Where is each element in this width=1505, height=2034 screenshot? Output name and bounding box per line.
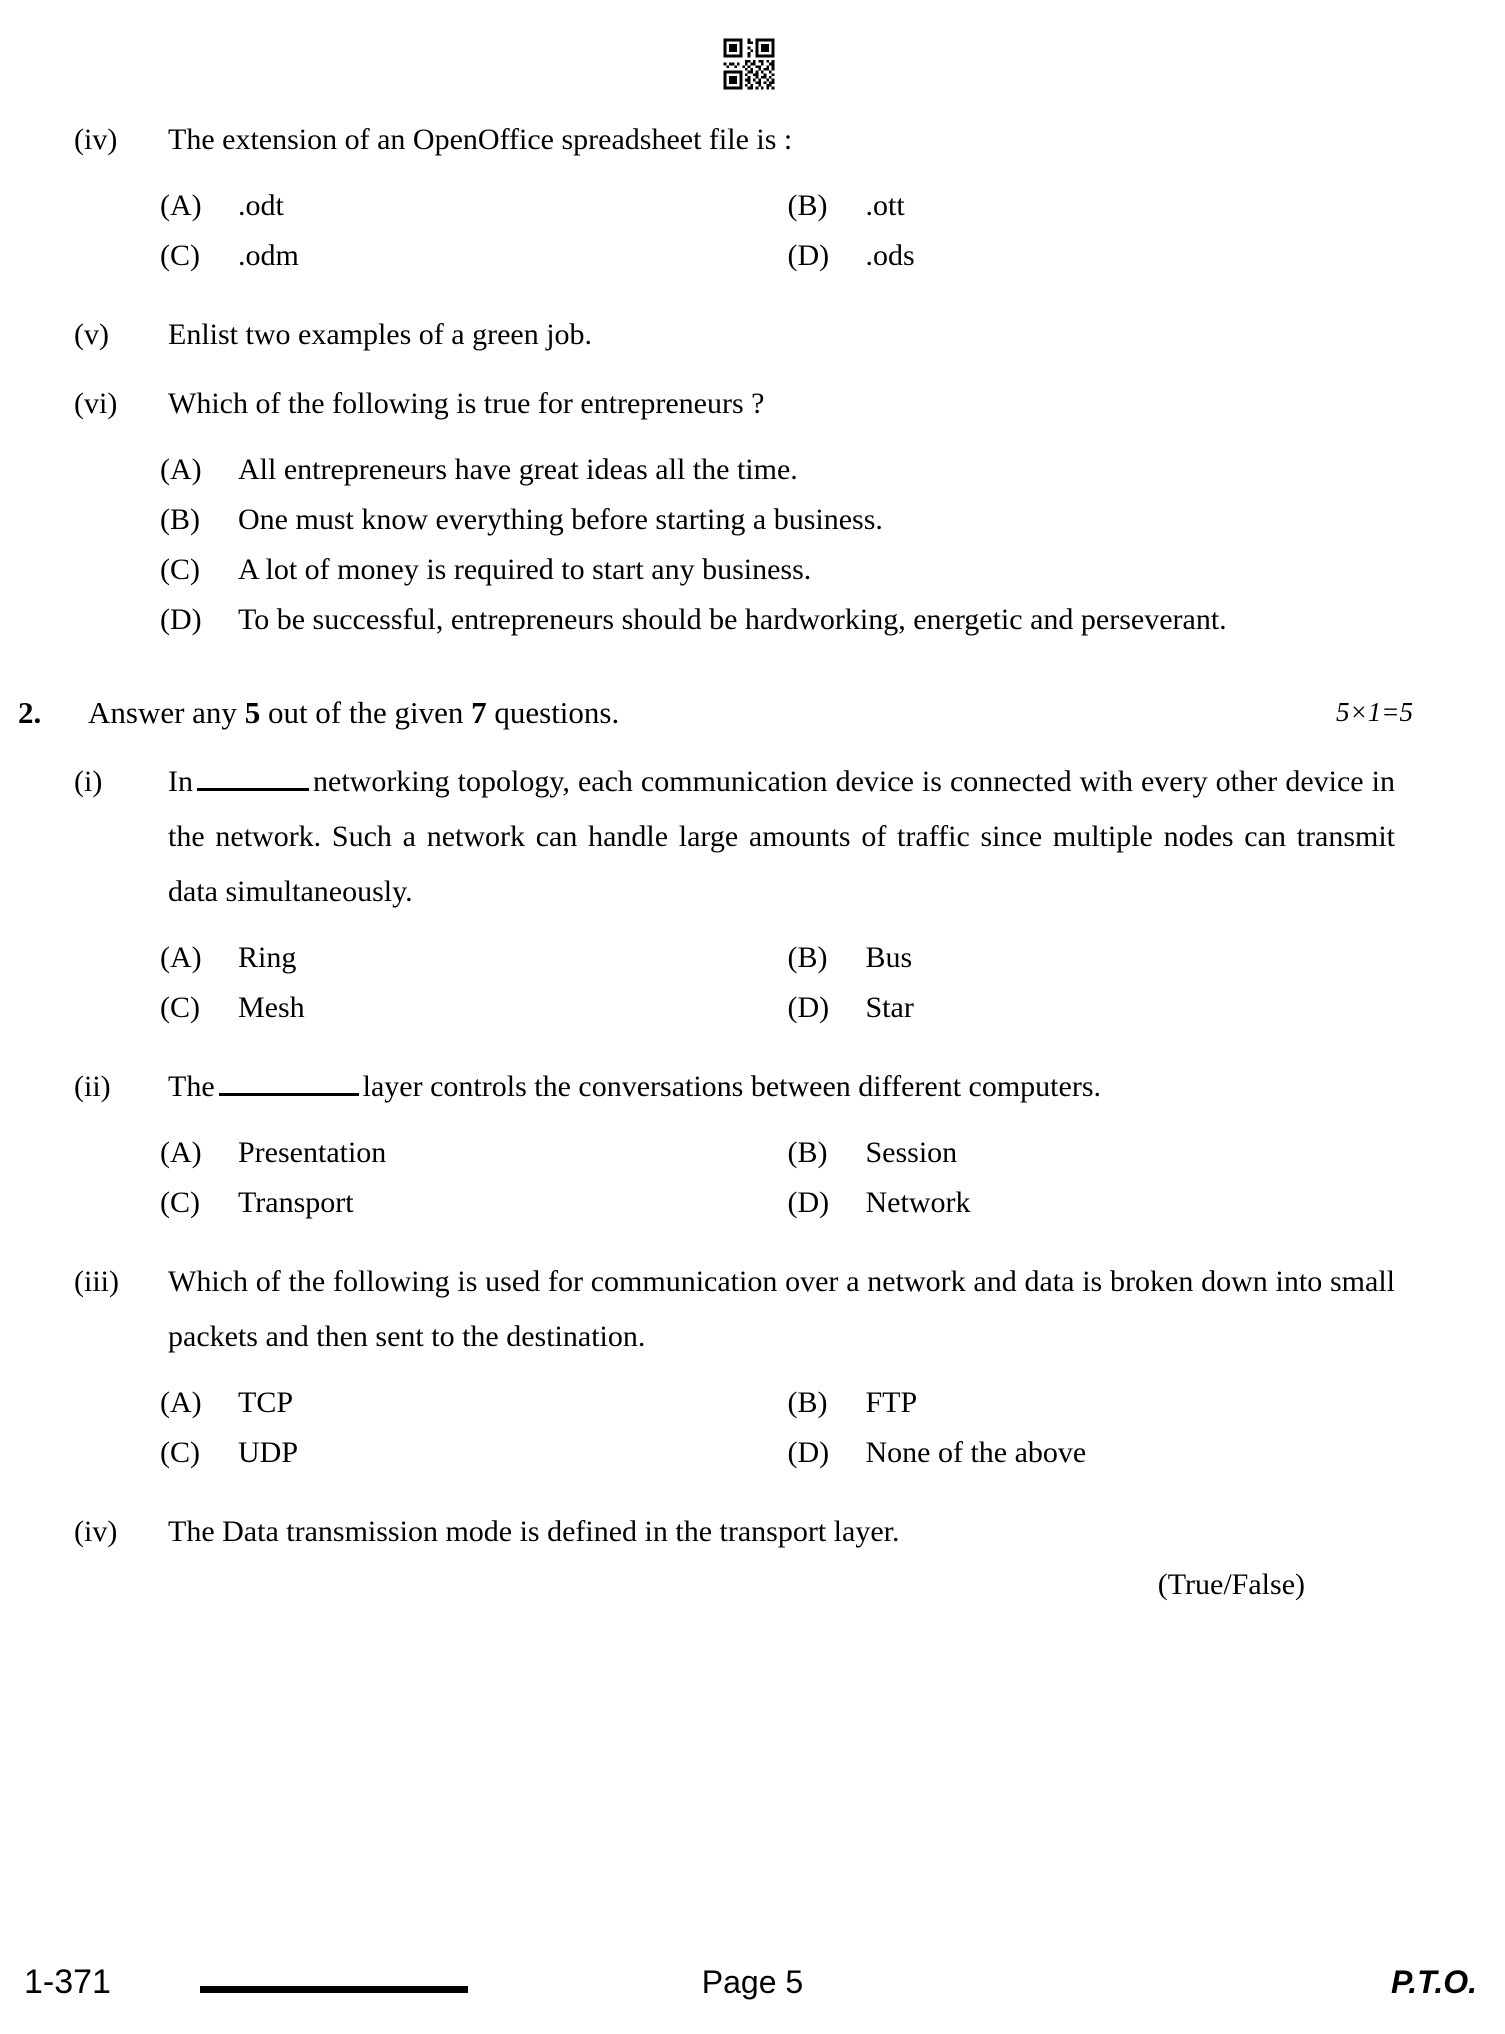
option-text: Star bbox=[865, 991, 914, 1024]
option-label: (A) bbox=[160, 1386, 202, 1419]
instruction-prefix: Answer any bbox=[88, 695, 245, 730]
option-text: .ods bbox=[865, 239, 915, 272]
section-number: 2. bbox=[18, 695, 42, 730]
qr-code-icon bbox=[706, 36, 792, 92]
option-row bbox=[160, 1378, 1415, 1428]
option-text: Mesh bbox=[238, 991, 305, 1024]
question-text-after-blank: networking topology, each communication device is connected with every other device in the network. Such a network can handle large amounts of traffic since multiple nodes can transmit data simultaneously. bbox=[168, 765, 1395, 908]
option-label: (B) bbox=[787, 1386, 828, 1419]
option-label: (B) bbox=[787, 189, 828, 222]
option-label: (C) bbox=[160, 991, 200, 1024]
option-b[interactable] bbox=[788, 181, 1416, 231]
option-label: (B) bbox=[787, 941, 828, 974]
option-d[interactable] bbox=[788, 231, 1416, 281]
option-text: A lot of money is required to start any business. bbox=[238, 553, 812, 586]
option-text: To be successful, entrepreneurs should be hardworking, energetic and perseverant. bbox=[238, 603, 1227, 636]
section-instruction bbox=[88, 685, 1316, 740]
option-text: Bus bbox=[865, 941, 913, 974]
option-label: (A) bbox=[160, 189, 202, 222]
option-text: TCP bbox=[238, 1386, 294, 1419]
option-d[interactable] bbox=[788, 1428, 1416, 1478]
option-row bbox=[160, 231, 1415, 281]
question-item bbox=[70, 112, 1395, 167]
option-b[interactable] bbox=[788, 1128, 1416, 1178]
option-text: FTP bbox=[865, 1386, 918, 1419]
question-numeral: (iv) bbox=[74, 123, 118, 156]
option-text: .odm bbox=[238, 239, 299, 272]
option-label: (D) bbox=[787, 1436, 830, 1469]
option-b[interactable] bbox=[788, 1378, 1416, 1428]
option-row bbox=[160, 181, 1415, 231]
option-c[interactable] bbox=[160, 1178, 788, 1228]
option-group bbox=[160, 1378, 1415, 1478]
option-a[interactable] bbox=[160, 181, 788, 231]
option-label: (C) bbox=[160, 1436, 200, 1469]
option-text: Presentation bbox=[238, 1136, 387, 1169]
option-d[interactable] bbox=[160, 595, 1415, 645]
option-text: UDP bbox=[238, 1436, 299, 1469]
option-group bbox=[160, 933, 1415, 1033]
option-label: (A) bbox=[160, 1136, 202, 1169]
question-numeral: (iii) bbox=[74, 1265, 119, 1298]
option-label: (C) bbox=[160, 553, 200, 586]
instruction-middle: out of the given bbox=[260, 695, 472, 730]
question-text-after-blank: layer controls the conversations between different computers. bbox=[362, 1070, 1101, 1103]
option-text: All entrepreneurs have great ideas all the time. bbox=[238, 453, 798, 486]
option-text: Transport bbox=[238, 1186, 354, 1219]
option-c[interactable] bbox=[160, 1428, 788, 1478]
answer-hint: (True/False) bbox=[1157, 1568, 1305, 1601]
question-numeral: (ii) bbox=[74, 1070, 111, 1103]
option-a[interactable] bbox=[160, 445, 1415, 495]
option-row bbox=[160, 595, 1415, 645]
fill-in-blank[interactable] bbox=[219, 1071, 359, 1096]
option-label: (D) bbox=[787, 991, 830, 1024]
question-text bbox=[168, 754, 1395, 919]
option-label: (D) bbox=[787, 1186, 830, 1219]
option-text: Ring bbox=[238, 941, 297, 974]
fill-in-blank[interactable] bbox=[197, 766, 309, 791]
question-numeral: (i) bbox=[74, 765, 103, 798]
option-row bbox=[160, 983, 1415, 1033]
option-label: (D) bbox=[160, 603, 202, 636]
option-d[interactable] bbox=[788, 983, 1416, 1033]
option-a[interactable] bbox=[160, 1128, 788, 1178]
page-footer bbox=[0, 1956, 1505, 2016]
question-text-before-blank: In bbox=[168, 765, 193, 798]
question-item bbox=[70, 754, 1395, 919]
option-group bbox=[160, 181, 1415, 281]
option-text: Network bbox=[865, 1186, 971, 1219]
option-label: (C) bbox=[160, 1186, 200, 1219]
option-d[interactable] bbox=[788, 1178, 1416, 1228]
paper-code: 1-371 bbox=[24, 1963, 111, 2001]
option-row bbox=[160, 495, 1415, 545]
option-label: (C) bbox=[160, 239, 200, 272]
option-label: (D) bbox=[787, 239, 830, 272]
option-text: One must know everything before starting a business. bbox=[238, 503, 883, 536]
question-item bbox=[70, 1254, 1395, 1364]
question-text: The Data transmission mode is defined in the transport layer. bbox=[168, 1515, 900, 1548]
question-text: Enlist two examples of a green job. bbox=[168, 318, 593, 351]
question-text bbox=[168, 1059, 1395, 1114]
option-group bbox=[160, 445, 1415, 645]
option-a[interactable] bbox=[160, 933, 788, 983]
question-text: The extension of an OpenOffice spreadsheet file is : bbox=[168, 123, 793, 156]
option-label: (A) bbox=[160, 941, 202, 974]
option-a[interactable] bbox=[160, 1378, 788, 1428]
page-number: Page 5 bbox=[701, 1964, 804, 2000]
option-row bbox=[160, 545, 1415, 595]
option-row bbox=[160, 933, 1415, 983]
option-text: .odt bbox=[238, 189, 284, 222]
option-text: Session bbox=[865, 1136, 958, 1169]
instruction-total: 7 bbox=[471, 695, 487, 730]
option-label: (B) bbox=[787, 1136, 828, 1169]
question-text: Which of the following is true for entrepreneurs ? bbox=[168, 387, 765, 420]
option-c[interactable] bbox=[160, 983, 788, 1033]
question-item bbox=[70, 376, 1395, 431]
option-label: (A) bbox=[160, 453, 202, 486]
option-row bbox=[160, 1428, 1415, 1478]
option-row bbox=[160, 1178, 1415, 1228]
page-content bbox=[0, 112, 1505, 1611]
option-b[interactable] bbox=[160, 495, 1415, 545]
option-row bbox=[160, 1128, 1415, 1178]
question-numeral: (vi) bbox=[74, 387, 118, 420]
question-text-before-blank: The bbox=[168, 1070, 215, 1103]
question-text: Which of the following is used for communication over a network and data is broken down into small packets and then sent to the destination. bbox=[168, 1265, 1395, 1353]
option-c[interactable] bbox=[160, 231, 788, 281]
option-c[interactable] bbox=[160, 545, 1415, 595]
question-item bbox=[70, 307, 1395, 362]
option-text: .ott bbox=[865, 189, 905, 222]
question-numeral: (iv) bbox=[74, 1515, 118, 1548]
instruction-count: 5 bbox=[244, 695, 261, 730]
section-marks: 5×1=5 bbox=[1336, 697, 1413, 727]
option-label: (B) bbox=[160, 503, 200, 536]
instruction-suffix: questions. bbox=[486, 695, 620, 730]
question-numeral: (v) bbox=[74, 318, 109, 351]
option-b[interactable] bbox=[788, 933, 1416, 983]
question-item bbox=[70, 1059, 1395, 1114]
pto-label: P.T.O. bbox=[1391, 1964, 1477, 2000]
question-item bbox=[70, 1504, 1395, 1559]
option-text: None of the above bbox=[865, 1436, 1087, 1469]
section-header bbox=[18, 685, 1413, 740]
option-row bbox=[160, 445, 1415, 495]
option-group bbox=[160, 1128, 1415, 1228]
